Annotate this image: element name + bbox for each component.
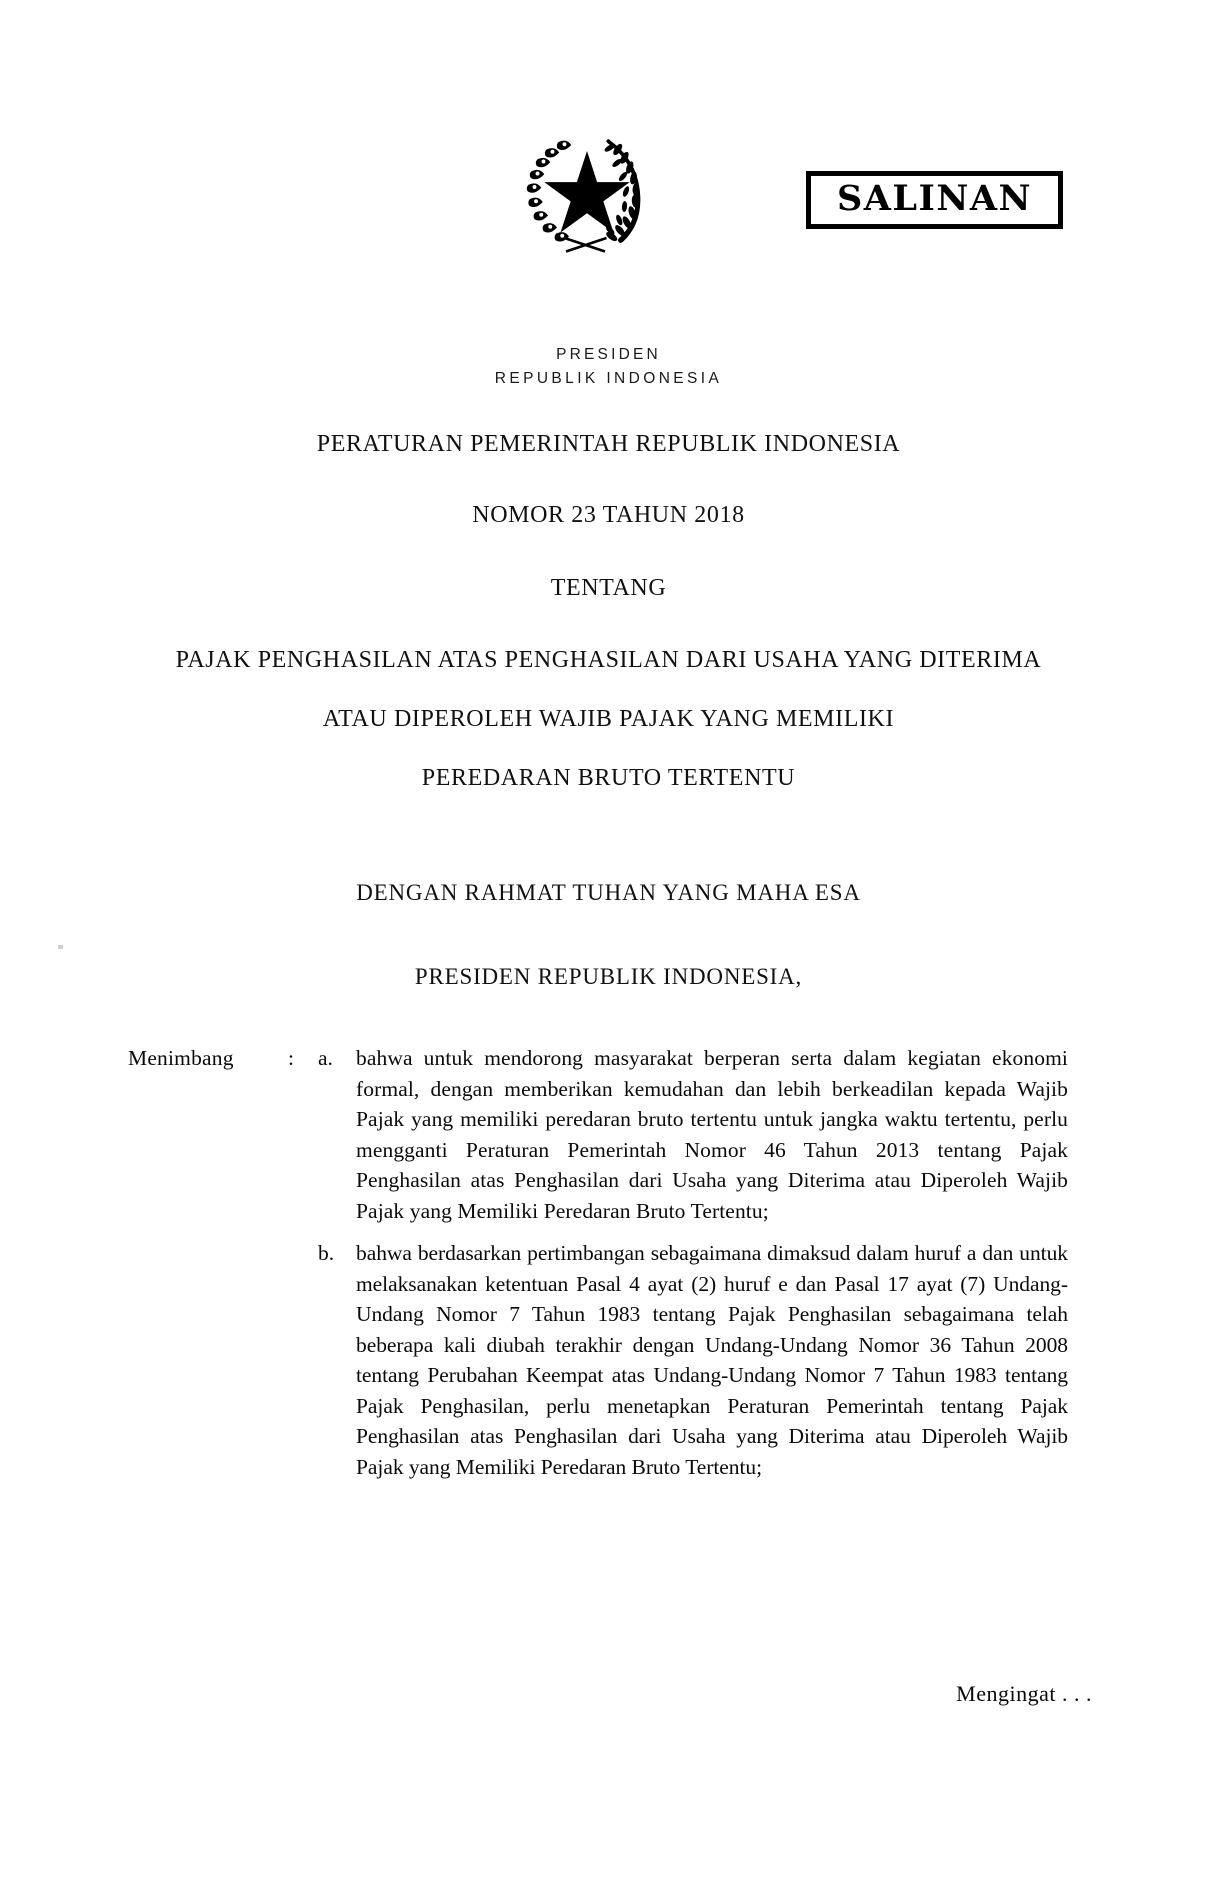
about-label: TENTANG bbox=[550, 574, 667, 601]
subject-line-2: ATAU DIPEROLEH WAJIB PAJAK YANG MEMILIKI bbox=[322, 706, 895, 733]
clause-text: bahwa berdasarkan pertimbangan sebagaimana dimaksud dalam huruf a dan untuk melaksanakan ketentuan Pasal 4 ayat (2) huruf e dan Pasal 17 ayat (7) Undang-Undang Nomor 7 Tahun 1983 tentang Pajak Penghasilan sebagaimana telah beberapa kali diubah terakhir dengan Undang-Undang Nomor 36 Tahun 2008 tentang Perubahan Keempat atas Undang-Undang Nomor 7 Tahun 1983 tentang Pajak Penghasilan, perlu menetapkan Peraturan Pemerintah tentang Pajak Penghasilan atas Penghasilan dari Usaha yang Diterima atau Diperoleh Wajib Pajak yang Memiliki Peredaran Bruto Tertentu; bbox=[356, 1241, 1068, 1479]
document-masthead bbox=[0, 118, 1217, 387]
regulation-number: NOMOR 23 TAHUN 2018 bbox=[472, 501, 745, 528]
considering-clause bbox=[318, 1043, 1068, 1226]
document-title-block bbox=[0, 430, 1217, 793]
regulation-title: PERATURAN PEMERINTAH REPUBLIK INDONESIA bbox=[316, 431, 901, 457]
subject-line-3: PEREDARAN BRUTO TERTENTU bbox=[421, 764, 796, 791]
clause-marker: a. bbox=[318, 1046, 333, 1070]
masthead-republik-indonesia-line: REPUBLIK INDONESIA bbox=[494, 370, 723, 387]
considering-clause-list bbox=[318, 1043, 1068, 1482]
considering-colon: : bbox=[288, 1046, 294, 1070]
indonesian-presidential-seal-icon bbox=[512, 118, 662, 268]
clause-text: bahwa untuk mendorong masyarakat berperan serta dalam kegiatan ekonomi formal, dengan memberikan kemudahan dan lebih berkeadilan kepada Wajib Pajak yang memiliki peredaran bruto tertentu untuk jangka waktu tertentu, perlu mengganti Peraturan Pemerintah Nomor 46 Tahun 2013 tentang Pajak Penghasilan atas Penghasilan dari Usaha yang Diterima atau Diperoleh Wajib Pajak yang Memiliki Peredaran Bruto Tertentu; bbox=[356, 1046, 1068, 1223]
salinan-stamp-label: SALINAN bbox=[837, 178, 1033, 219]
invocation-block bbox=[0, 880, 1217, 990]
considering-section bbox=[128, 1043, 1068, 1482]
subject-line-1: PAJAK PENGHASILAN ATAS PENGHASILAN DARI USAHA YANG DITERIMA bbox=[175, 647, 1042, 674]
page-catchword: Mengingat . . . bbox=[956, 1681, 1092, 1706]
blessing-line: DENGAN RAHMAT TUHAN YANG MAHA ESA bbox=[356, 880, 861, 905]
clause-marker: b. bbox=[318, 1241, 335, 1265]
considering-row bbox=[128, 1043, 1068, 1482]
salinan-stamp bbox=[806, 171, 1063, 229]
considering-label: Menimbang bbox=[128, 1046, 234, 1070]
considering-clause bbox=[318, 1238, 1068, 1482]
masthead-presiden-line: PRESIDEN bbox=[556, 346, 661, 363]
issuing-authority-line: PRESIDEN REPUBLIK INDONESIA, bbox=[414, 964, 803, 989]
